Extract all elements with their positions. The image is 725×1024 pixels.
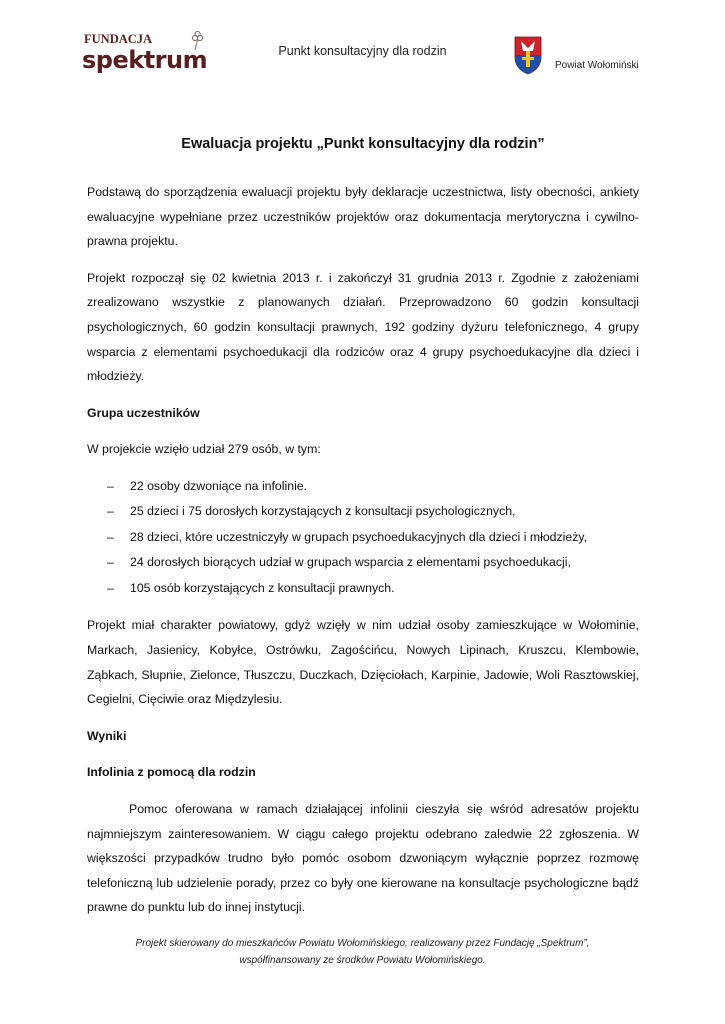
paragraph-infoline-results: Pomoc oferowana w ramach działającej infolinii cieszyła się wśród adresatów projektu najmniejszym zainteresowaniem. W ciągu całego projektu odebrano zaledwie 22 zgłoszenia. W większości przypadków trudno było pomóc osobom dzwoniącym wyłącznie poprzez rozmowę telefoniczną lub udzielenie porady, przez co były one kierowane na konsultacje psychologiczne bądź prawne do punktu lub do innej instytucji. xyxy=(87,802,639,915)
dash-bullet: – xyxy=(107,478,114,493)
list-item xyxy=(87,525,639,551)
coat-of-arms-icon xyxy=(513,35,543,75)
heading-participants: Grupa uczestników xyxy=(87,405,200,420)
dash-bullet: – xyxy=(107,504,114,519)
logo-main-text: spektrum xyxy=(82,46,208,74)
header-title: Punkt konsultacyjny dla rodzin xyxy=(278,44,447,58)
heading-infoline: Infolinia z pomocą dla rodzin xyxy=(87,765,256,780)
paragraph-project-timeline: Projekt rozpoczął się 02 kwietnia 2013 r. i zakończył 31 grudnia 2013 r. Zgodnie z założeniami zrealizowano wszystkie z planowanych działań. Przeprowadzono 60 godzin konsultacji psychologicznych, 60 godzin konsultacji prawnych, 192 godziny dyżuru telefonicznego, 4 grupy wsparcia z elementami psychoedukacji dla rodziców oraz 4 grupy psychoedukacyjne dla dzieci i młodzieży. xyxy=(87,270,639,384)
dash-bullet: – xyxy=(107,555,114,570)
document-body xyxy=(87,124,639,932)
footer-line-2: współfinansowany ze środków Powiatu Wołomińskiego. xyxy=(239,955,486,966)
list-item-text: 24 dorosłych biorących udział w grupach wsparcia z elementami psychoedukacji, xyxy=(130,555,571,570)
page-header xyxy=(0,0,725,90)
paragraph-evaluation-basis: Podstawą do sporządzenia ewaluacji projektu były deklaracje uczestnictwa, listy obecności, ankiety ewaluacyjne wypełniane przez uczestników projektów oraz dokumentacja merytoryczna i cywilno-prawna projektu. xyxy=(87,185,639,249)
heading-results: Wyniki xyxy=(87,728,127,743)
paragraph-participants-count: W projekcie wzięło udział 279 osób, w tym: xyxy=(87,442,321,457)
list-item xyxy=(87,499,639,525)
participants-list xyxy=(87,474,639,602)
list-item-text: 22 osoby dzwoniące na infolinie. xyxy=(130,478,308,493)
document-title: Ewaluacja projektu „Punkt konsultacyjny dla rodzin” xyxy=(181,136,545,152)
list-item-text: 28 dzieci, które uczestniczyły w grupach psychoedukacyjnych dla dzieci i młodzieży, xyxy=(130,529,588,544)
paragraph-localities: Projekt miał charakter powiatowy, gdyż wzięły w nim udział osoby zamieszkujące w Wołominie, Markach, Jasienicy, Kobyłce, Ostrówku, Zagościńcu, Nowych Lipinach, Kruszcu, Klembowie, Ząbkach, Słupnie, Zielonce, Tłuszczu, Duczkach, Dzięciołach, Karpinie, Jadowie, Woli Rasztowskiej, Cegielni, Cięciwie oraz Międzylesiu. xyxy=(87,618,639,707)
list-item-text: 105 osób korzystających z konsultacji prawnych. xyxy=(130,580,395,595)
list-item xyxy=(87,550,639,576)
footer-line-1: Projekt skierowany do mieszkańców Powiatu Wołomińskiego, realizowany przez Fundację „Spektrum”, xyxy=(135,938,590,949)
list-item-text: 25 dzieci i 75 dorosłych korzystających z konsultacji psychologicznych, xyxy=(130,504,516,519)
header-county-label: Powiat Wołomiński xyxy=(555,60,639,71)
page-footer xyxy=(0,935,725,969)
logo-small-text: FUNDACJA xyxy=(84,32,153,46)
list-item xyxy=(87,576,639,602)
dash-bullet: – xyxy=(107,580,114,595)
list-item xyxy=(87,474,639,500)
dash-bullet: – xyxy=(107,529,114,544)
